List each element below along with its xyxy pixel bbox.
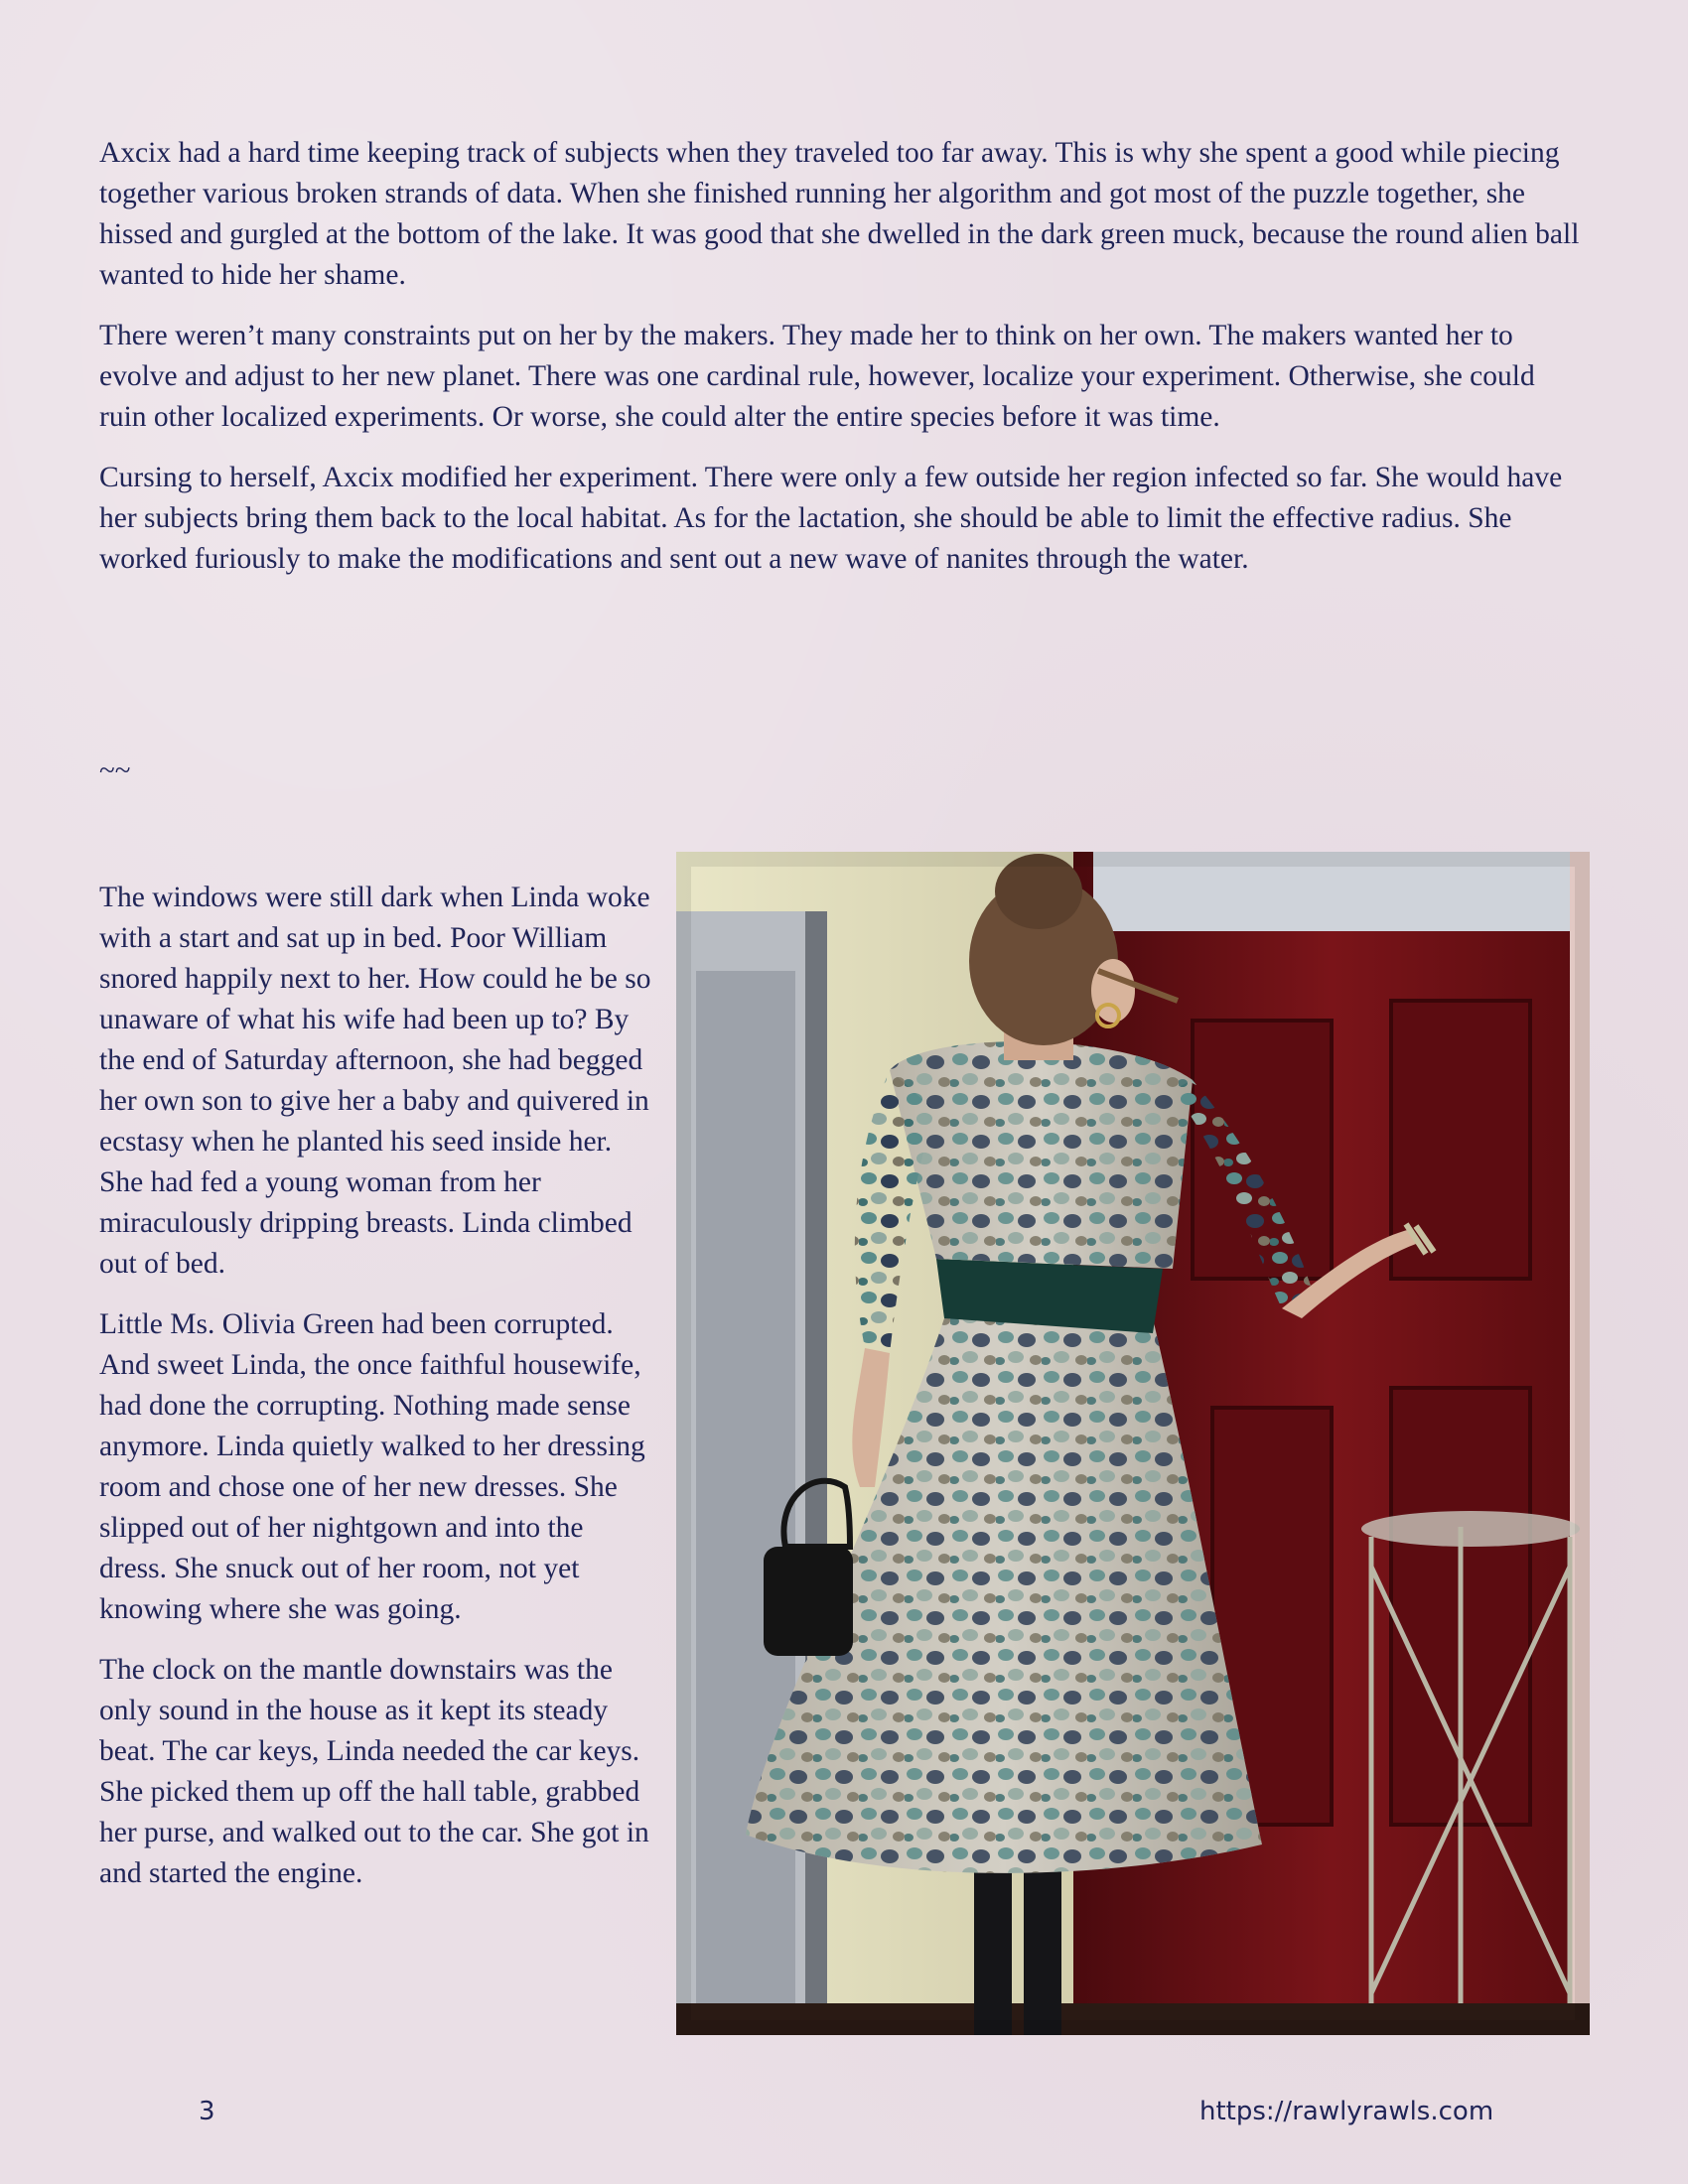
story-paragraph: Little Ms. Olivia Green had been corrupted. And sweet Linda, the once faithful housewife, had done the corrupting. Nothing made sense anymore. Linda quietly walked to her dressing room and chose one of her new dresses. She slipped out of her nightgown and into the dress. She snuck out of her room, not yet knowing where she was going. — [99, 1308, 645, 1625]
story-paragraph: The windows were still dark when Linda woke with a start and sat up in bed. Poor William snored happily next to her. How could he be so unaware of what his wife had been up to? By the end of Saturday afternoon, she had begged her own son to give her a baby and quivered in ecstasy when he planted his seed inside her. She had fed a young woman from her miraculously dripping breasts. Linda climbed out of bed. — [99, 882, 651, 1280]
story-paragraph: Cursing to herself, Axcix modified her experiment. There were only a few outside her region infected so far. She would have her subjects bring them back to the local habitat. As for the lactation, she should be able to limit the effective radius. She worked furiously to make the modifications and sent out a new wave of nanites through the water. — [99, 462, 1563, 575]
story-paragraph: Axcix had a hard time keeping track of subjects when they traveled too far away. This is why she spent a good while piecing together various broken strands of data. When she finished running her algorithm and got most of the puzzle together, she hissed and gurgled at the bottom of the lake. It was good that she dwelled in the dark green muck, because the round alien ball wanted to hide her shame. — [99, 137, 1580, 291]
story-left-column — [99, 878, 655, 1914]
story-paragraph: There weren’t many constraints put on her by the makers. They made her to think on her own. The makers wanted her to evolve and adjust to her new planet. There was one cardinal rule, however, localize your experiment. Otherwise, she could ruin other localized experiments. Or worse, she could alter the entire species before it was time. — [99, 320, 1535, 433]
scene-separator: ~~ — [99, 754, 131, 786]
story-top-section — [99, 133, 1589, 600]
illustration-woman-at-door — [676, 852, 1590, 2035]
page-number: 3 — [199, 2097, 215, 2126]
story-paragraph: The clock on the mantle downstairs was the only sound in the house as it kept its steady beat. The car keys, Linda needed the car keys. She picked them up off the hall table, grabbed her purse, and walked out to the car. She got in and started the engine. — [99, 1654, 649, 1889]
illustration-svg — [676, 852, 1590, 2035]
footer-url-link[interactable]: https://rawlyrawls.com — [1199, 2097, 1494, 2126]
